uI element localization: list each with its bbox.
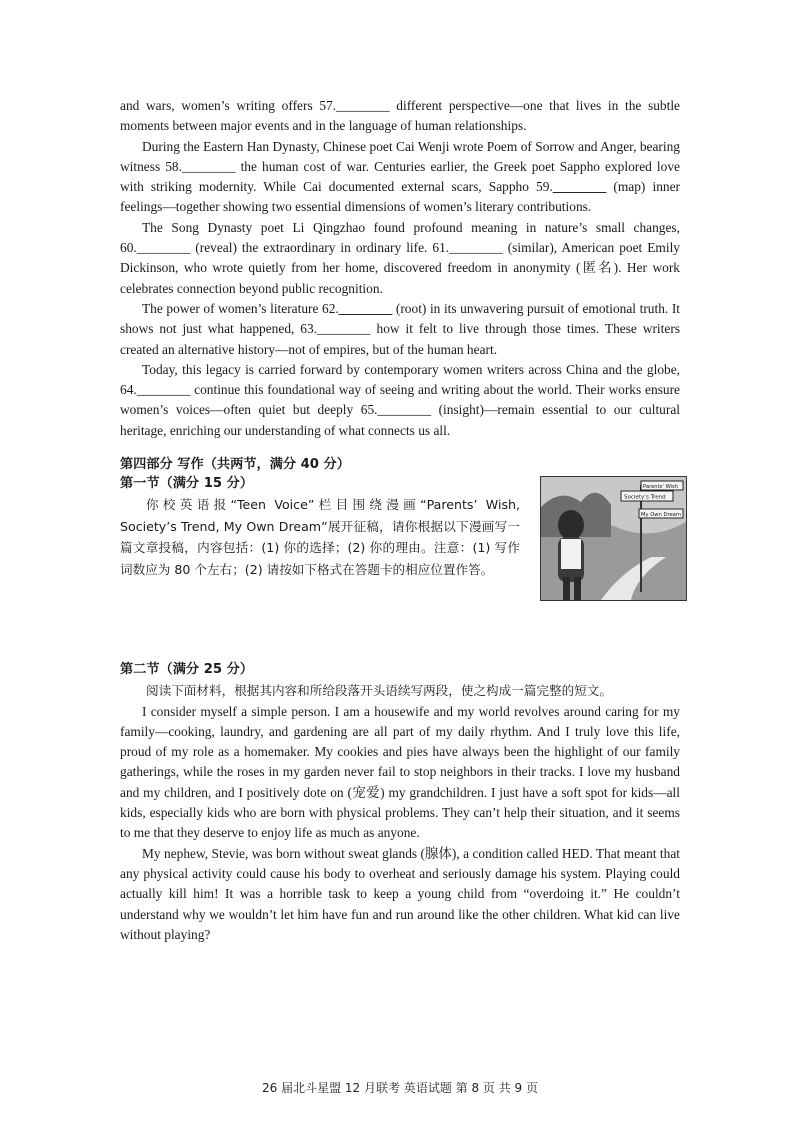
answer-blank-59: ________	[552, 179, 607, 195]
passage-paragraph-1: and wars, women’s writing offers 57.________ different perspective—one that lives in the subtle moments between major events and in the language of human relationships.	[120, 98, 680, 134]
part4-heading: 第四部分 写作（共两节，满分 40 分）	[120, 457, 350, 473]
text-run: The power of women’s literature 62.	[142, 300, 339, 316]
text-run: (root) in its unwavering pursuit of emotional truth. It shows not just what happened, 63.________ how it felt to live through those times. These writers created an alternative history—not of empires, but of the human heart.	[120, 300, 680, 357]
writing-section-1	[120, 474, 680, 654]
sign-dream: My Own Dream	[641, 512, 681, 519]
answer-blank-62: ________	[338, 300, 393, 316]
story-paragraph-2: My nephew, Stevie, was born without sweat glands (腺体), a condition called HED. That meant that any physical activity could cause his body to overheat and seriously damage his system. Playing could actually kill him! It was a horrible task to keep a young child from “overdoing it.” He couldn’t understand why we wouldn’t let him have fun and run around like the other children. What kid can live without playing?	[120, 845, 680, 942]
page-footer: 26 届北斗星盟 12 月联考 英语试题 第 8 页 共 9 页	[262, 1081, 538, 1095]
story-paragraph-1: I consider myself a simple person. I am a housewife and my world revolves around caring for my family—cooking, laundry, and gardening are all part of my daily rhythm. And I truly love this life, proud of my role as a homemaker. My cookies and pies have always been the highlight of our family gatherings, while the roses in my garden never fail to stop neighbors in their tracks. I love my husband and my children, and I positively dote on (宠爱) my grandchildren. I just have a soft spot for kids—all kids, especially kids who are born with physical problems. They can’t help their situation, and it seems to me that they deserve to enjoy life as much as anyone.	[120, 703, 680, 841]
writing-section-2	[120, 660, 680, 945]
section2-heading: 第二节（满分 25 分）	[120, 662, 254, 678]
comic-illustration	[540, 476, 687, 601]
section1-heading: 第一节（满分 15 分）	[120, 476, 254, 492]
page-content	[120, 96, 680, 945]
passage-paragraph-4	[120, 299, 680, 360]
passage-paragraph-2	[120, 137, 680, 218]
text-run: (map) inner feelings—together showing two essential dimensions of women’s literary contributions.	[120, 179, 681, 215]
sign-society: Society’s Trend	[624, 494, 666, 501]
section2-instruction: 阅读下面材料，根据其内容和所给段落开头语续写两段，使之构成一篇完整的短文。	[146, 683, 612, 699]
text-run: During the Eastern Han Dynasty, Chinese poet Cai Wenji wrote Poem of Sorrow and Anger, bearing witness 58.________ the human cost of war. Centuries earlier, the Greek poet Sappho explored love with striking modernity. While Cai documented external scars, Sappho 59.	[120, 138, 680, 195]
passage-paragraph-3: The Song Dynasty poet Li Qingzhao found profound meaning in nature’s small changes, 60.________ (reveal) the extraordinary in ordinary life. 61.________ (similar), American poet Emily Dickinson, who wrote quietly from her home, discovered freedom in anonymity (匿名). Her work celebrates connection beyond public recognition.	[120, 219, 680, 296]
sign-parents: Parents’ Wish	[643, 484, 679, 491]
passage-paragraph-5: Today, this legacy is carried forward by contemporary women writers across China and the globe, 64.________ continue this foundational way of seeing and writing about the world. Their works ensure women’s voices—often quiet but deeply 65.________ (insight)—remain essential to our cultural heritage, enriching our understanding of what connects us all.	[120, 361, 680, 438]
section1-prompt: 你校英语报“Teen Voice”栏目围绕漫画“Parents’ Wish, Society’s Trend, My Own Dream”展开征稿，请你根据以下漫画写一篇文章投稿，内容包括：(1) 你的选择；(2) 你的理由。注意：(1) 写作词数应为 80 个左右；(2) 请按如下格式在答题卡的相应位置作答。	[120, 497, 520, 577]
